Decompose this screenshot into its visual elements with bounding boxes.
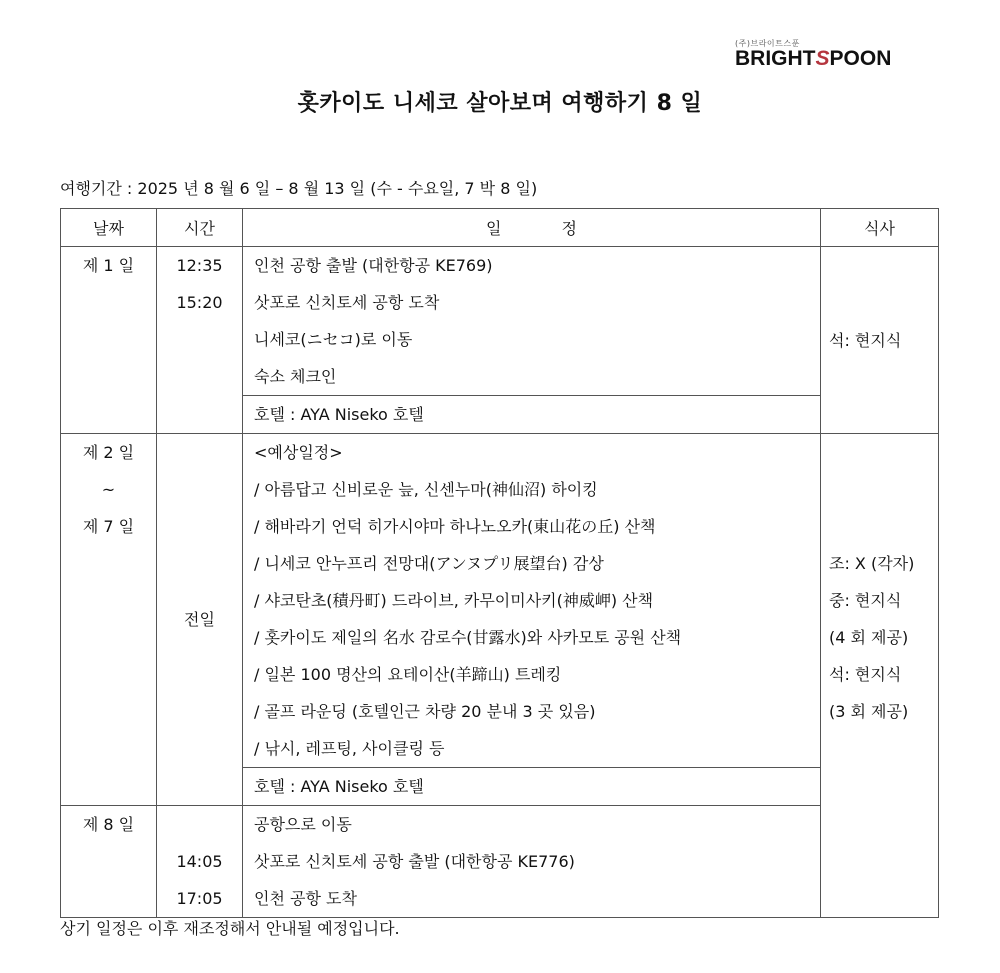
day7-date: 제 7 일 [82,517,135,536]
list-item: / 니세코 안누프리 전망대(アンヌプリ展望台) 감상 [254,554,604,573]
table-row-day2-7 [61,434,939,806]
meal-spacer [829,434,938,545]
footnote: 상기 일정은 이후 재조정해서 안내될 예정입니다. [60,919,400,938]
page-title: 홋카이도 니세코 살아보며 여행하기 8 일 [297,91,703,116]
day8-date-cell [61,806,157,918]
list-item: / 해바라기 언덕 히가시야마 하나노오카(東山花の丘) 산책 [254,517,656,536]
spoon-icon: S [815,47,830,70]
day1-item-4: 숙소 체크인 [254,367,337,386]
table-row-day8 [61,806,939,918]
logo-word-bright: BRIGHT [735,47,816,70]
day2-7-date-cell [61,434,157,806]
day1-item-1: 인천 공항 출발 (대한항공 KE769) [254,256,493,275]
day1-date: 제 1 일 [82,256,135,275]
travel-period: 여행기간 : 2025 년 8 월 6 일 – 8 월 13 일 (수 - 수요일, 7 박 8 일) [60,179,538,198]
day1-time-1: 12:35 [176,256,223,275]
table-header-row [61,209,939,247]
header-schedule-1: 일 [486,219,562,238]
list-item: / 낚시, 레프팅, 사이클링 등 [254,739,445,758]
day8-item-3: 인천 공항 도착 [254,889,357,908]
day2-date: 제 2 일 [82,443,135,462]
day1-meal-cell [821,247,939,434]
meal-lunch: 중: 현지식 [829,591,902,610]
day2-7-time-cell [157,434,243,806]
logo-company-name: (주)브라이트스푼 [735,39,800,48]
day8-item-2: 삿포로 신치토세 공항 출발 (대한항공 KE776) [254,852,575,871]
itinerary-table [60,208,939,918]
logo-wordmark [735,47,891,71]
day2-7-schedule-cell [243,434,821,806]
day8-time-3: 17:05 [176,889,223,908]
day1-schedule-cell [243,247,821,434]
brightspoon-logo [735,38,930,72]
expected-schedule-label: <예상일정> [254,443,343,462]
header-meal: 식사 [821,209,939,247]
header-schedule-2: 정 [561,219,577,238]
list-item: / 샤코탄초(積丹町) 드라이브, 카무이미사키(神威岬) 산책 [254,591,654,610]
day2-7-time: 전일 [184,610,215,629]
list-item: / 아름답고 신비로운 늪, 신센누마(神仙沼) 하이킹 [254,480,598,499]
meal-dinner: 석: 현지식 [829,665,902,684]
table-row-day1 [61,247,939,434]
day8-item-1: 공항으로 이동 [254,815,352,834]
meal-lunch-count: (4 회 제공) [829,628,909,647]
day8-time-cell [157,806,243,918]
day2-7-hotel: 호텔 : AYA Niseko 호텔 [243,767,820,805]
list-item: / 홋카이도 제일의 名水 감로수(甘露水)와 사카모토 공원 산책 [254,628,682,647]
day1-hotel: 호텔 : AYA Niseko 호텔 [243,395,820,433]
list-item: / 일본 100 명산의 요테이산(羊蹄山) 트레킹 [254,665,562,684]
header-time: 시간 [157,209,243,247]
meal-breakfast: 조: X (각자) [829,554,915,573]
day8-time-1 [157,806,242,843]
logo-word-poon: POON [829,47,892,70]
meal-dinner-count: (3 회 제공) [829,702,909,721]
date-range-tilde: ~ [101,480,116,499]
day1-meal: 석: 현지식 [829,330,902,350]
day8-schedule-cell [243,806,821,918]
day8-date: 제 8 일 [82,815,135,834]
list-item: / 골프 라운딩 (호텔인근 차량 20 분내 3 곳 있음) [254,702,596,721]
day1-time-2: 15:20 [176,293,223,312]
day2-8-meal-cell [821,434,939,918]
day1-item-3: 니세코(ニセコ)로 이동 [254,330,413,349]
header-date: 날짜 [61,209,157,247]
day8-time-2: 14:05 [176,852,223,871]
day1-item-2: 삿포로 신치토세 공항 도착 [254,293,440,312]
day1-time-cell [157,247,243,434]
header-schedule [243,209,821,247]
day1-date-cell [61,247,157,434]
